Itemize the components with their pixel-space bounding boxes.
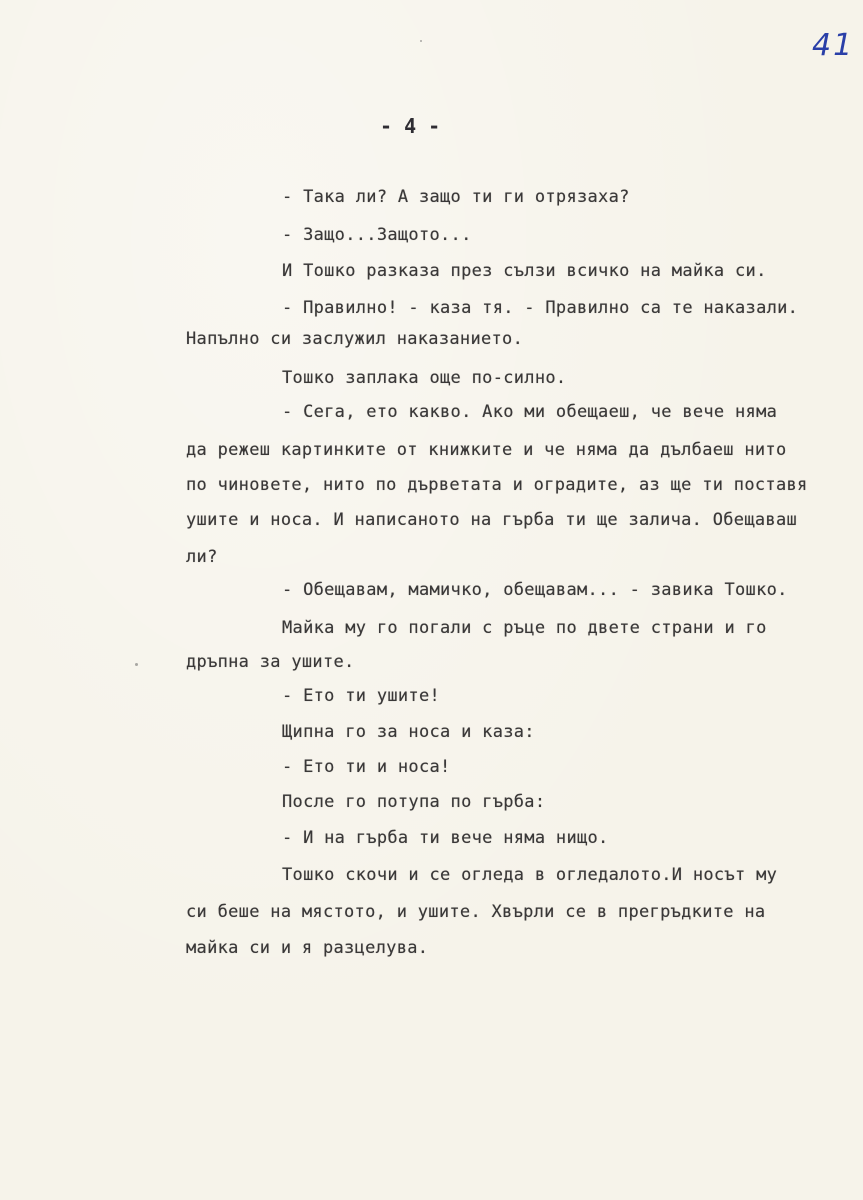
text-line: - Защо...Защото... xyxy=(282,225,472,245)
text-line: Напълно си заслужил наказанието. xyxy=(186,329,524,349)
text-line: - И на гърба ти вече няма нищо. xyxy=(282,828,609,848)
text-line: После го потупа по гърба: xyxy=(282,792,546,812)
text-line: да режеш картинките от книжките и че няма да дълбаеш нито xyxy=(186,440,787,460)
handwritten-page-number: 41 xyxy=(812,28,855,63)
text-line: Майка му го погали с ръце по двете страни и го xyxy=(282,618,767,638)
text-line: Щипна го за носа и каза: xyxy=(282,722,535,742)
text-line: по чиновете, нито по дърветата и оградите, аз ще ти поставя xyxy=(186,475,808,495)
paper-speck xyxy=(420,40,422,42)
text-line: И Тошко разказа през сълзи всичко на майка си. xyxy=(282,261,767,281)
typed-page-marker: - 4 - xyxy=(380,114,441,138)
text-line: ушите и носа. И написаното на гърба ти ще залича. Обещаваш xyxy=(186,510,798,530)
text-line: - Ето ти ушите! xyxy=(282,686,441,706)
paper-speck xyxy=(135,663,138,666)
text-line: си беше на мястото, и ушите. Хвърли се в прегръдките на xyxy=(186,902,766,922)
text-line: дръпна за ушите. xyxy=(186,652,355,672)
text-line: Тошко скочи и се огледа в огледалото.И носът му xyxy=(282,865,778,885)
text-line: ли? xyxy=(186,547,218,567)
text-line: - Ето ти и носа! xyxy=(282,757,451,777)
text-line: майка си и я разцелува. xyxy=(186,938,429,958)
text-line: - Сега, ето какво. Ако ми обещаеш, че вече няма xyxy=(282,402,778,422)
text-line: - Така ли? А защо ти ги отрязаха? xyxy=(282,187,630,207)
text-line: - Правилно! - каза тя. - Правилно са те наказали. xyxy=(282,298,799,318)
text-line: Тошко заплака още по-силно. xyxy=(282,368,567,388)
text-line: - Обещавам, мамичко, обещавам... - завика Тошко. xyxy=(282,580,788,600)
